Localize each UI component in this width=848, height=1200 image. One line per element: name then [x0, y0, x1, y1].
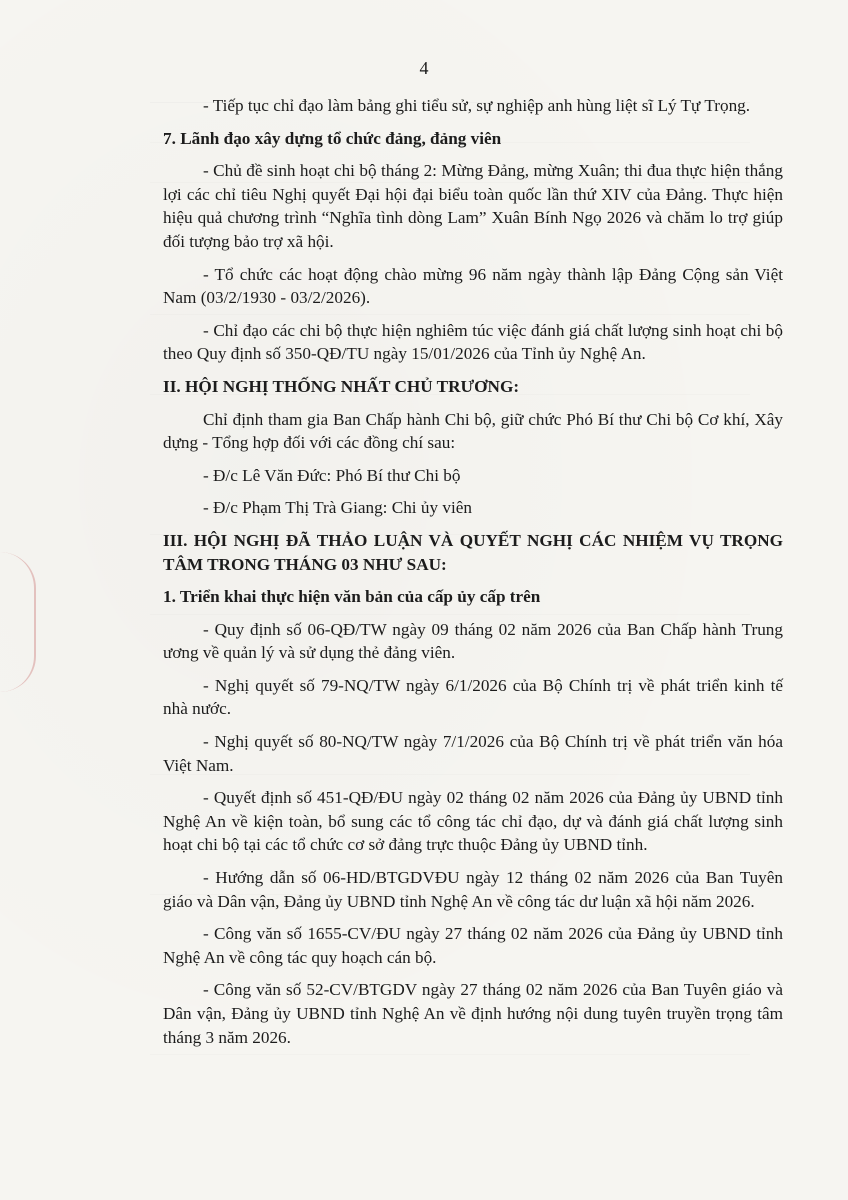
page-number: 4 [419, 58, 429, 78]
subheading-1: 1. Triển khai thực hiện văn bản của cấp ủy cấp trên [163, 587, 541, 607]
section-heading-iii: III. HỘI NGHỊ ĐÃ THẢO LUẬN VÀ QUYẾT NGHỊ CÁC NHIỆM VỤ TRỌNG TÂM TRONG THÁNG 03 NHƯ SAU: [163, 530, 783, 574]
paragraph: - Tiếp tục chỉ đạo làm bảng ghi tiểu sử, sự nghiệp anh hùng liệt sĩ Lý Tự Trọng. [203, 96, 751, 115]
paragraph: - Đ/c Lê Văn Đức: Phó Bí thư Chi bộ [203, 465, 461, 485]
paragraph: - Hướng dẫn số 06-HD/BTGDVĐU ngày 12 tháng 02 năm 2026 của Ban Tuyên giáo và Dân vận, Đảng ủy UBND tỉnh Nghệ An về công tác dư luận xã hội năm 2026. [163, 868, 783, 911]
paragraph: - Quy định số 06-QĐ/TW ngày 09 tháng 02 năm 2026 của Ban Chấp hành Trung ương về quản lý và sử dụng thẻ đảng viên. [163, 619, 783, 663]
paragraph: - Công văn số 52-CV/BTGDV ngày 27 tháng 02 năm 2026 của Ban Tuyên giáo và Dân vận, Đảng ủy UBND tỉnh Nghệ An về định hướng nội dung tuyên truyền trọng tâm tháng 3 năm 2026. [163, 980, 783, 1047]
paragraph: - Nghị quyết số 80-NQ/TW ngày 7/1/2026 của Bộ Chính trị về phát triển văn hóa Việt Nam. [163, 732, 783, 775]
paragraph: - Nghị quyết số 79-NQ/TW ngày 6/1/2026 của Bộ Chính trị về phát triển kinh tế nhà nước. [163, 675, 783, 719]
paragraph: - Tổ chức các hoạt động chào mừng 96 năm ngày thành lập Đảng Cộng sản Việt Nam (03/2/1930 - 03/2/2026). [163, 264, 783, 308]
paragraph: Chỉ định tham gia Ban Chấp hành Chi bộ, giữ chức Phó Bí thư Chi bộ Cơ khí, Xây dựng - Tổng hợp đối với các đồng chí sau: [163, 409, 783, 453]
section-heading-7: 7. Lãnh đạo xây dựng tổ chức đảng, đảng viên [163, 128, 502, 148]
document-body [163, 94, 783, 1058]
paragraph: - Đ/c Phạm Thị Trà Giang: Chi ủy viên [203, 498, 472, 518]
paragraph: - Chỉ đạo các chi bộ thực hiện nghiêm túc việc đánh giá chất lượng sinh hoạt chi bộ theo Quy định số 350-QĐ/TU ngày 15/01/2026 của Tỉnh ủy Nghệ An. [163, 320, 783, 364]
stamp-fragment [0, 552, 36, 692]
paragraph: - Công văn số 1655-CV/ĐU ngày 27 tháng 02 năm 2026 của Đảng ủy UBND tỉnh Nghệ An về công tác quy hoạch cán bộ. [163, 924, 783, 967]
section-heading-ii: II. HỘI NGHỊ THỐNG NHẤT CHỦ TRƯƠNG: [163, 376, 520, 396]
paragraph: - Chủ đề sinh hoạt chi bộ tháng 2: Mừng Đảng, mừng Xuân; thi đua thực hiện thắng lợi các chỉ tiêu Nghị quyết Đại hội đại biểu toàn quốc lần thứ XIV của Đảng. Thực hiện hiệu quả chương trình “Nghĩa tình dòng Lam” Xuân Bính Ngọ 2026 và chăm lo trợ giúp đối tượng bảo trợ xã hội. [163, 161, 783, 251]
paragraph: - Quyết định số 451-QĐ/ĐU ngày 02 tháng 02 năm 2026 của Đảng ủy UBND tỉnh Nghệ An về kiện toàn, bổ sung các tổ công tác chỉ đạo, dự và đánh giá chất lượng sinh hoạt chi bộ tại các tổ chức cơ sở đảng trực thuộc Đảng ủy UBND tỉnh. [163, 788, 783, 855]
